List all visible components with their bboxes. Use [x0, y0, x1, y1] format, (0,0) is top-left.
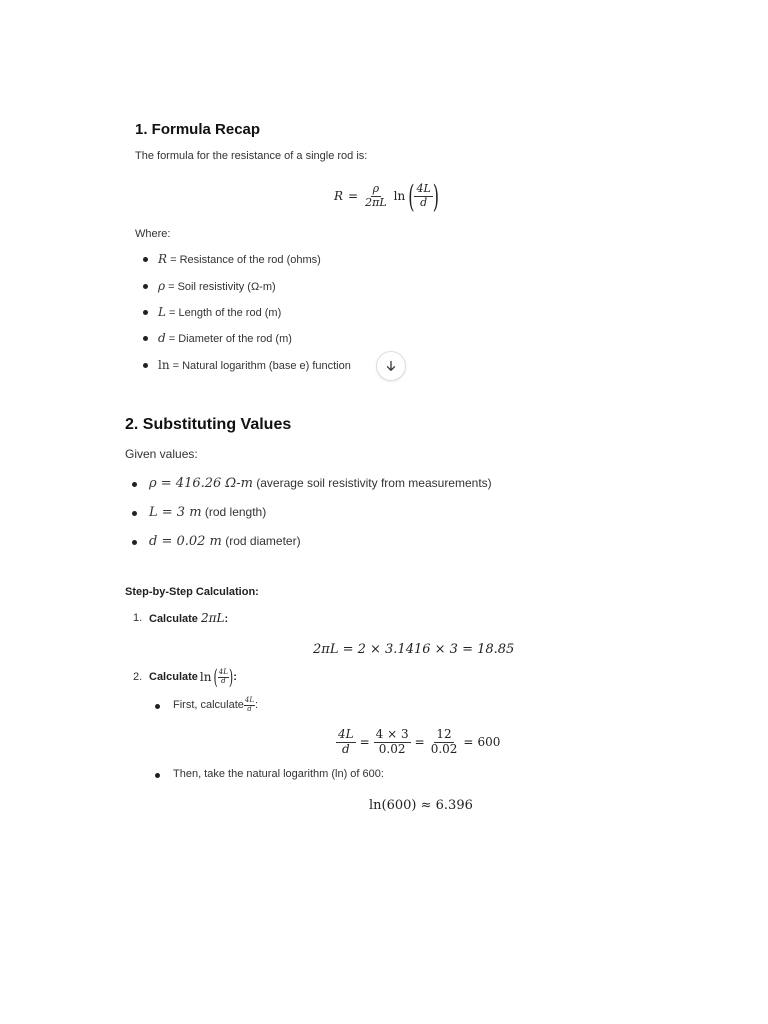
final-result: ln(600) ≈ 6.396 — [369, 798, 473, 813]
step2-number: 2. — [133, 671, 143, 683]
bullet — [143, 310, 148, 315]
list-item: L = Length of the rod (m) — [158, 305, 282, 319]
steps-label: Step-by-Step Calculation: — [125, 586, 259, 598]
formula-denominator: 2πL — [365, 195, 387, 209]
where-label: Where: — [135, 228, 171, 240]
step1-number: 1. — [133, 612, 143, 624]
section1-heading: 1. Formula Recap — [135, 121, 261, 138]
bullet — [143, 257, 148, 262]
bullet — [155, 704, 160, 709]
formula-inner-denominator: d — [420, 195, 428, 209]
given-item: ρ = 416.26 Ω-m (average soil resistivity from measurements) — [149, 476, 492, 491]
formula-paren-right: ) — [432, 177, 440, 215]
formula-equals: = — [348, 189, 359, 203]
bullet — [143, 284, 148, 289]
list-item: d = Diameter of the rod (m) — [158, 331, 292, 345]
formula-lhs: R — [334, 189, 344, 203]
bullet — [155, 773, 160, 778]
scroll-down-button[interactable] — [376, 351, 406, 381]
bullet — [132, 540, 137, 545]
formula-fraction — [363, 183, 389, 209]
bullet — [132, 511, 137, 516]
eq-fraction-2: $\frac{4 \times 3}{0.02}$ — [375, 726, 409, 756]
formula-ln: ln — [393, 189, 406, 203]
step2-sub2: Then, take the natural logarithm (ln) of 600: — [173, 768, 384, 780]
step2-fraction-equation: $\frac{4L}{d}$ = $\frac{4 \times 3}{0.02}$ = $\frac{12}{0.02}$ = 600 — [338, 726, 501, 756]
eq-fraction-1: $\frac{4L}{d}$ — [338, 726, 354, 756]
step1-heading: Calculate 2πL: — [149, 611, 229, 625]
eq-fraction-3: $\frac{12}{0.02}$ — [430, 726, 458, 756]
list-item: ln = Natural logarithm (base e) function — [158, 358, 351, 372]
formula-paren-left: ( — [408, 177, 415, 215]
list-item: ρ = Soil resistivity (Ω-m) — [158, 279, 276, 293]
resistance-formula — [334, 178, 439, 214]
list-item: R = Resistance of the rod (ohms) — [158, 252, 321, 266]
bullet — [143, 336, 148, 341]
bullet — [143, 363, 148, 368]
formula-numerator: ρ — [372, 181, 380, 195]
given-item: d = 0.02 m (rod diameter) — [149, 534, 301, 549]
formula-inner-numerator: 4L — [416, 181, 431, 195]
section1-intro: The formula for the resistance of a single rod is: — [135, 150, 368, 162]
arrow-down-icon — [385, 360, 397, 372]
section2-heading: 2. Substituting Values — [125, 416, 292, 433]
formula-inner-fraction — [414, 183, 432, 209]
bullet — [132, 482, 137, 487]
given-label: Given values: — [125, 447, 198, 461]
step2-sub1: First, calculate $\frac{4L}{d}$ : — [173, 696, 259, 713]
given-item: L = 3 m (rod length) — [149, 505, 267, 520]
step2-heading: Calculate ln ( $\frac{4L}{d}$ ) : — [149, 664, 237, 690]
step1-equation: 2πL = 2 × 3.1416 × 3 = 18.85 — [313, 642, 515, 657]
